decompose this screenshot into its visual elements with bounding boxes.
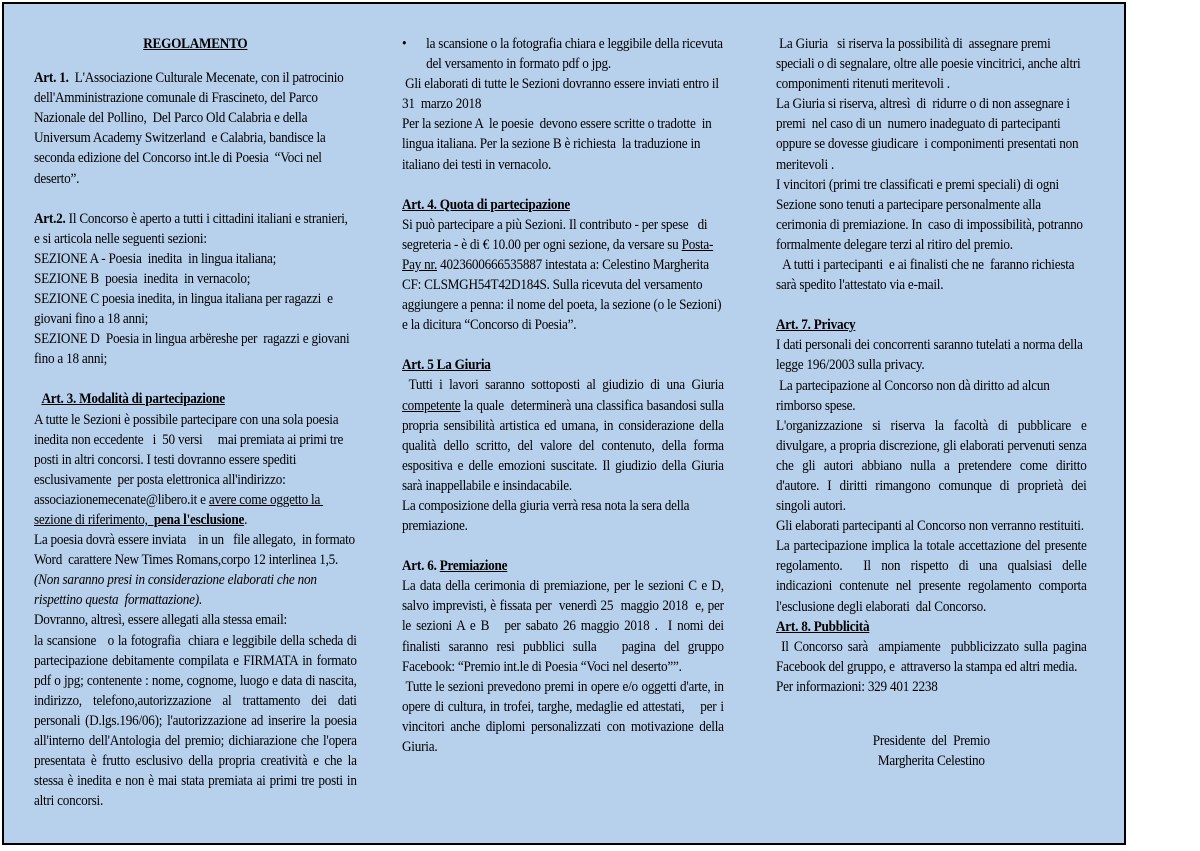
article-3-heading: Art. 3. Modalità di partecipazione [41, 391, 225, 408]
article-4-heading: Art. 4. Quota di partecipazione [402, 196, 570, 213]
article-3-paragraph-3: Dovranno, altresì, essere allegati alla stessa email: [34, 612, 287, 629]
article-3-paragraph-4: la scansione o la fotografia chiara e leggibile della scheda di partecipazione debitamente compilata e FIRMATA in formato pdf o jpg; contenente : nome, cognome, luogo e data di nascita, indirizzo, telefono,autorizzazione al trattamento dei dati personali (D.lgs.196/06); l'autorizzazione ad inserire la poesia all'interno dell'Antologia del premio; dichiarazione che l'opera presentata è frutto esclusivo della propria creatività e che la stessa è inedita e non è mai stata premiata ai primi tre posti in altri concorsi. [34, 632, 360, 810]
article-2 [34, 209, 357, 249]
deadline-paragraph: Gli elaborati di tutte le Sezioni dovranno essere inviati entro il 31 marzo 2018 [402, 76, 725, 113]
winners-attendance: I vincitori (primi tre classificati e premi speciali) di ogni Sezione sono tenuti a partecipare personalmente alla cerimonia di premiazione. In caso di impossibilità, potranno formalmente delegare terzi al ritiro del premio. [776, 176, 1086, 253]
bullet-item [402, 34, 724, 74]
article-1 [34, 68, 357, 189]
contact-info: Per informazioni: 329 401 2238 [776, 678, 938, 695]
jury-special-prizes: La Giuria si riserva la possibilità di assegnare premi speciali o di segnalare, oltre alle poesie vincitrici, anche altri componimenti ritenuti meritevoli . [776, 36, 1084, 93]
article-6-heading: Art. 6. Premiazione [402, 558, 508, 575]
article-4-text: Si può partecipare a più Sezioni. Il contributo - per spese di segreteria - è di € 10.00 per ogni sezione, da versare su Posta-Pay nr. 4023600666535887 intestata a: Celestino Margherita CF: CLSMGH54T42D184S. Sulla ricevuta del versamento aggiungere a penna: il nome del poeta, la sezione (o le Sezioni) e la dicitura “Concorso di Poesia”. [402, 216, 728, 334]
article-2-text: Il Concorso è aperto a tutti i cittadini italiani e stranieri, e si articola nelle seguenti sezioni: [34, 210, 354, 247]
section-c: SEZIONE C poesia inedita, in lingua italiana per ragazzi e giovani fino a 18 anni; [34, 291, 336, 328]
column-right [776, 34, 1090, 771]
article-1-text: L'Associazione Culturale Mecenate, con il patrocinio dell'Amministrazione comunale di Frascineto, del Parco Nazionale del Pollino, Del Parco Old Calabria e della Universum Academy Switzerland e Calabria, bandisce la seconda edizione del Concorso int.le di Poesia “Voci nel deserto”. [34, 70, 347, 187]
article-8-text: Il Concorso sarà ampiamente pubblicizzato sulla pagina Facebook del gruppo, e attraverso la stampa ed altri media. [776, 638, 1090, 675]
article-2-label: Art.2. [34, 210, 66, 227]
article-7-text-5: La partecipazione implica la totale accettazione del presente regolamento. Il non rispetto di una qualsiasi delle indicazioni contenute nel presente regolamento comporta l'esclusione degli elaborati dal Concorso. [776, 538, 1090, 615]
section-a: SEZIONE A - Poesia inedita in lingua italiana; [34, 250, 277, 267]
article-6-text: La data della cerimonia di premiazione, per le sezioni C e D, salvo imprevisti, è fissata per venerdì 25 maggio 2018 e, per le sezioni A e B per sabato 26 maggio 2018 . I nomi dei finalisti saranno resi pubblici sulla pagina del gruppo Facebook: “Premio int.le di Poesia “Voci nel deserto””. [402, 578, 727, 675]
article-7-text-3: L'organizzazione si riserva la facoltà di pubblicare e divulgare, a propria discrezione, gli elaborati pervenuti senza che gli autori abbiano nulla a pretendere come diritto d'autore. I diritti rimangono comunque di proprietà dei singoli autori. [776, 417, 1090, 515]
document-title: REGOLAMENTO [143, 36, 248, 52]
article-6-prizes: Tutte le sezioni prevedono premi in opere e/o oggetti d'arte, in opere di cultura, in trofei, targhe, medaglie ed attestati, per i vincitori anche diplomi personalizzati con motivazione della Giuria. [402, 678, 727, 755]
article-3-paragraph-1: A tutte le Sezioni è possibile partecipare con una sola poesia inedita non eccedente i 50 versi mai premiata ai primi tre posti in altri concorsi. I testi dovranno essere spediti esclusivamente per posta elettronica all'indirizzo: associazionemecenate@libero.it e avere come oggetto la sezione di riferimento, pena l'esclusione. [34, 411, 347, 528]
signature-name: Margherita Celestino [877, 753, 985, 770]
article-7-text-4: Gli elaborati partecipanti al Concorso non verranno restituiti. [776, 518, 1084, 535]
article-1-label: Art. 1. [34, 70, 69, 87]
jury-reserve: La Giuria si riserva, altresì di ridurre o di non assegnare i premi nel caso di un numero inadeguato di partecipanti oppure se dovesse giudicare i componimenti presentati non meritevoli . [776, 96, 1088, 173]
brochure-sheet [2, 2, 1126, 845]
article-7-heading: Art. 7. Privacy [776, 317, 856, 334]
certificate-note: A tutti i partecipanti e ai finalisti che ne faranno richiesta sarà spedito l'attestato via e-mail. [776, 257, 1078, 294]
article-7-text-2: La partecipazione al Concorso non dà diritto ad alcun rimborso spese. [776, 377, 1053, 414]
language-paragraph: Per la sezione A le poesie devono essere scritte o tradotte in lingua italiana. Per la sezione B è richiesta la traduzione in italiano dei testi in vernacolo. [402, 116, 715, 173]
article-5-text: Tutti i lavori saranno sottoposti al giudizio di una Giuria competente la quale determinerà una classifica basandosi sulla propria sensibilità artistica ed umana, in considerazione della qualità dello scritto, del valore del contenuto, della forma espositiva e delle emozioni suscitate. Il giudizio della Giuria sarà inappellabile e insindacabile. [402, 377, 727, 494]
article-5-heading: Art. 5 La Giuria [402, 357, 491, 374]
article-8-heading: Art. 8. Pubblicità [776, 618, 870, 635]
article-3-paragraph-2: La poesia dovrà essere inviata in un file allegato, in formato Word carattere New Times Romans,corpo 12 interlinea 1,5. (Non saranno presi in considerazione elaborati che non rispettino questa formattazione). [34, 532, 358, 609]
column-left [34, 34, 360, 811]
article-7-text-1: I dati personali dei concorrenti saranno tutelati a norma della legge 196/2003 sulla privacy. [776, 337, 1086, 374]
article-5-jury-note: La composizione della giuria verrà resa nota la sera della premiazione. [402, 497, 693, 535]
signature-role: Presidente del Premio [872, 733, 990, 749]
column-middle [402, 34, 728, 757]
bullet-icon: • [402, 36, 407, 52]
section-b: SEZIONE B poesia inedita in vernacolo; [34, 270, 251, 287]
bullet-text: la scansione o la fotografia chiara e leggibile della ricevuta del versamento in formato pdf o jpg. [426, 36, 723, 73]
section-d: SEZIONE D Poesia in lingua arbëreshe per ragazzi e giovani fino a 18 anni; [34, 331, 353, 368]
